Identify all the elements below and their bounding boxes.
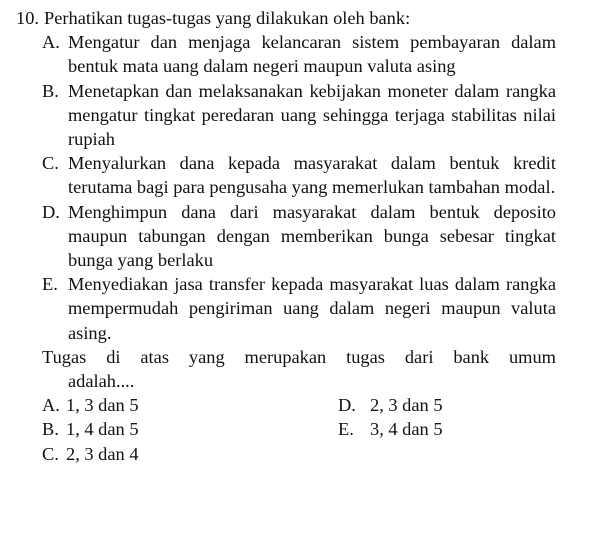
- answer-text: 1, 3 dan 5: [66, 395, 139, 416]
- statement-d: [42, 200, 556, 273]
- statement-text: Mengatur dan menjaga kelancaran sistem pembayaran dalam bentuk mata uang dalam negeri maupun valuta asing: [68, 32, 556, 77]
- statement-e: [42, 272, 556, 345]
- answer-options: [42, 393, 556, 466]
- answer-letter: B.: [42, 419, 59, 440]
- statement-text: Menyalurkan dana kepada masyarakat dalam bentuk kredit terutama bagi para pengusaha yang memerlukan tambahan modal.: [68, 153, 556, 198]
- statement-letter: A.: [42, 32, 60, 53]
- answer-text: 3, 4 dan 5: [370, 419, 443, 440]
- stem-line-2: adalah....: [68, 371, 135, 392]
- statement-letter: C.: [42, 153, 59, 174]
- question-header: [16, 6, 556, 30]
- answer-option-d[interactable]: [338, 393, 538, 417]
- question-prompt: Perhatikan tugas-tugas yang dilakukan oleh bank:: [44, 8, 411, 28]
- statement-letter: E.: [42, 274, 58, 295]
- answer-text: 2, 3 dan 4: [66, 443, 139, 464]
- answer-letter: C.: [42, 443, 59, 464]
- statement-text: Menetapkan dan melaksanakan kebijakan moneter dalam rangka mengatur tingkat peredaran uang sehingga terjaga stabilitas nilai rupiah: [68, 80, 556, 150]
- statement-b: [42, 79, 556, 152]
- answer-option-c[interactable]: [42, 442, 338, 466]
- answer-option-a[interactable]: [42, 393, 338, 417]
- statement-a: [42, 30, 556, 78]
- answer-option-e[interactable]: [338, 417, 538, 441]
- question-block: [16, 6, 556, 466]
- question-stem: [42, 345, 556, 393]
- stem-line-1: Tugas di atas yang merupakan tugas dari bank umum: [42, 346, 556, 367]
- statement-c: [42, 151, 556, 199]
- answer-letter: A.: [42, 395, 60, 416]
- question-number: 10.: [16, 8, 39, 28]
- statement-text: Menyediakan jasa transfer kepada masyarakat luas dalam rangka mempermudah pengiriman uang dalam negeri maupun valuta asing.: [68, 274, 556, 343]
- answer-option-b[interactable]: [42, 417, 338, 441]
- answer-text: 2, 3 dan 5: [370, 395, 443, 416]
- statement-letter: B.: [42, 80, 59, 101]
- answer-letter: D.: [338, 395, 356, 416]
- answer-letter: E.: [338, 419, 354, 440]
- statement-list: [42, 30, 556, 345]
- statement-letter: D.: [42, 201, 60, 222]
- answer-text: 1, 4 dan 5: [66, 419, 139, 440]
- statement-text: Menghimpun dana dari masyarakat dalam bentuk deposito maupun tabungan dengan memberikan bunga sebesar tingkat bunga yang berlaku: [68, 201, 556, 271]
